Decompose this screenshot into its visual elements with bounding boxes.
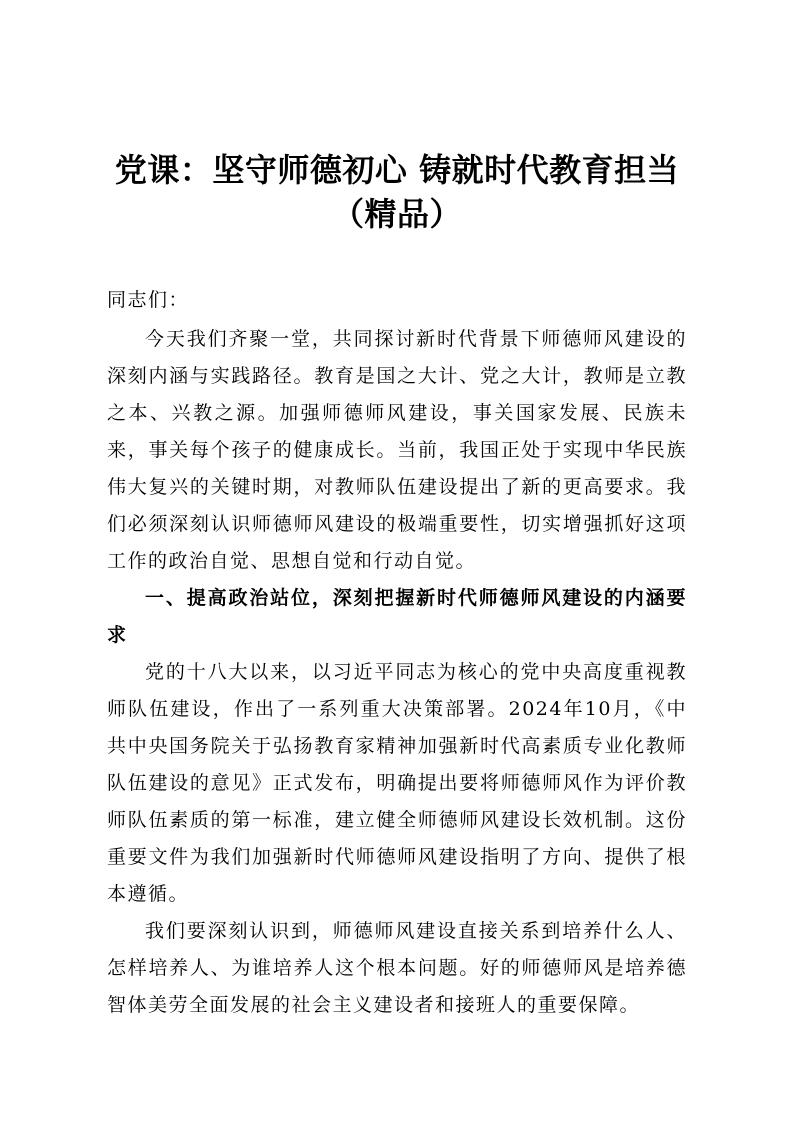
body-paragraph: 我们要深刻认识到，师德师风建设直接关系到培养什么人、怎样培养人、为谁培养人这个根本问题。好的师德师风是培养德智体美劳全面发展的社会主义建设者和接班人的重要保障。 (107, 920, 687, 1016)
body-paragraph: 今天我们齐聚一堂，共同探讨新时代背景下师德师风建设的深刻内涵与实践路径。教育是国之大计、党之大计，教师是立教之本、兴教之源。加强师德师风建设，事关国家发展、民族未来，事关每个孩子的健康成长。当前，我国正处于实现中华民族伟大复兴的关键时期，对教师队伍建设提出了新的更高要求。我们必须深刻认识师德师风建设的极端重要性，切实增强抓好这项工作的政治自觉、思想自觉和行动自觉。 (107, 328, 687, 572)
body-paragraph: 党的十八大以来，以习近平同志为核心的党中央高度重视教师队伍建设，作出了一系列重大决策部署。2024年10月，《中共中央国务院关于弘扬教育家精神加强新时代高素质专业化教师队伍建设的意见》正式发布，明确提出要将师德师风作为评价教师队伍素质的第一标准，建立健全师德师风建设长效机制。这份重要文件为我们加强新时代师德师风建设指明了方向、提供了根本遵循。 (107, 661, 687, 905)
salutation: 同志们： (107, 289, 190, 311)
document-title: 党课：坚守师德初心 铸就时代教育担当（精品） (114, 151, 680, 233)
document-page (107, 148, 687, 1024)
section-heading: 一、提高政治站位，深刻把握新时代师德师风建设的内涵要求 (107, 587, 687, 646)
